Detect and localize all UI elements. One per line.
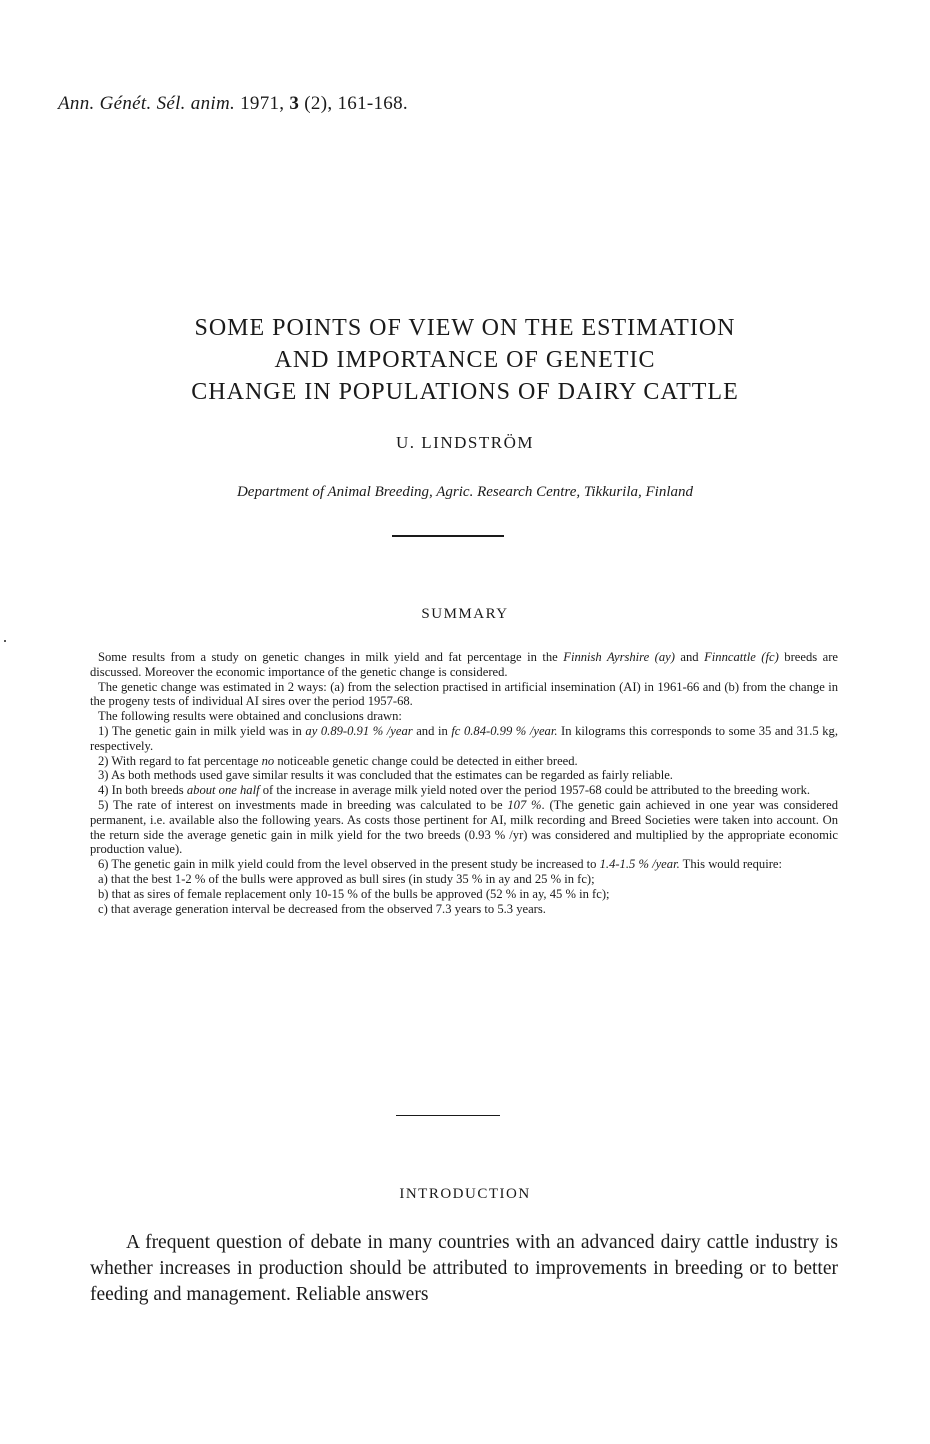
text-run: and	[674, 650, 705, 664]
journal-name: Ann. Génét. Sél. anim.	[58, 93, 236, 114]
summary-paragraph: a) that the best 1-2 % of the bulls were approved as bull sires (in study 35 % in ay and 25 % in fc);	[98, 871, 595, 886]
summary-heading: SUMMARY	[421, 606, 509, 622]
journal-year: 1971,	[240, 93, 285, 114]
author-affiliation: Department of Animal Breeding, Agric. Research Centre, Tikkurila, Finland	[236, 484, 694, 500]
text-run: 2) With regard to fat percentage	[98, 753, 262, 768]
summary-paragraph: c) that average generation interval be decreased from the observed 7.3 years to 5.3 years.	[98, 901, 546, 916]
text-run: 4) In both breeds	[98, 783, 187, 798]
summary-paragraph: 3) As both methods used gave similar results it was concluded that the estimates can be regarded as fairly reliable.	[98, 768, 673, 783]
section-divider	[396, 1115, 500, 1116]
text-run: Finnish Ayrshire (ay)	[563, 650, 675, 664]
introduction-heading: INTRODUCTION	[399, 1186, 531, 1202]
text-run: 6) The genetic gain in milk yield could from the level observed in the present study be increased to	[98, 857, 600, 872]
text-run: and in	[412, 723, 452, 738]
title-line-3: CHANGE IN POPULATIONS OF DAIRY CATTLE	[191, 379, 739, 405]
text-run: Some results from a study on genetic changes in milk yield and fat percentage in the	[98, 650, 564, 664]
introduction-body	[90, 1230, 838, 1308]
summary-paragraph	[90, 724, 838, 754]
paper-title	[90, 312, 840, 408]
text-run: breeds are discussed. Moreover the economic importance of the genetic change is considered.	[90, 650, 838, 679]
author-name: U. LINDSTRÖM	[396, 433, 534, 452]
text-run: This would require:	[679, 857, 782, 872]
scan-speck	[4, 640, 6, 642]
text-run: . (The genetic gain achieved in one year was considered permanent, i.e. available also the following years. As costs those pertinent for AI, milk recording and Breed Societies were taken into account. On the return side the average genetic gain in milk yield for the two breeds (0.93 % /yr) was considered and multiplied by the appropriate economic production value).	[90, 797, 839, 857]
introduction-paragraph: A frequent question of debate in many countries with an advanced dairy cattle industry is whether increases in production should be attributed to improvements in breeding or to better feeding and management. Reliable answers	[90, 1232, 838, 1305]
title-line-2: AND IMPORTANCE OF GENETIC	[274, 347, 656, 373]
summary-paragraph	[90, 783, 838, 798]
summary-paragraph: b) that as sires of female replacement only 10-15 % of the bulls be approved (52 % in ay, 45 % in fc);	[98, 886, 610, 901]
summary-paragraph	[90, 798, 838, 857]
summary-paragraph	[90, 857, 838, 872]
text-run: of the increase in average milk yield noted over the period 1957-68 could be attributed to the breeding work.	[259, 783, 811, 798]
journal-citation	[58, 93, 408, 115]
text-run: In kilograms this corresponds to some 35 and 31.5 kg, respectively.	[90, 723, 838, 753]
summary-paragraph: The genetic change was estimated in 2 ways: (a) from the selection practised in artificial insemination (AI) in 1961-66 and (b) from the change in the progeny tests of individual AI sires over the period 1957-68.	[90, 679, 838, 709]
text-run: Finncattle (fc)	[704, 650, 779, 664]
summary-paragraph	[90, 650, 838, 680]
title-line-1: SOME POINTS OF VIEW ON THE ESTIMATION	[194, 315, 736, 341]
text-run: about one half	[186, 783, 260, 798]
text-run: 5) The rate of interest on investments made in breeding was calculated to be	[98, 797, 508, 812]
text-run: ay 0.89-0.91 % /year	[305, 723, 413, 738]
summary-paragraph: The following results were obtained and conclusions drawn:	[98, 709, 402, 724]
journal-volume: 3	[289, 93, 300, 114]
text-run: 107 %	[507, 797, 542, 812]
title-divider	[392, 535, 504, 537]
summary-body	[90, 650, 838, 916]
text-run: fc 0.84-0.99 % /year.	[451, 723, 558, 738]
text-run: 1) The genetic gain in milk yield was in	[98, 723, 306, 738]
text-run: 1.4-1.5 % /year.	[599, 857, 680, 872]
text-run: noticeable genetic change could be detected in either breed.	[274, 753, 578, 768]
journal-issue: (2),	[304, 93, 333, 114]
summary-paragraph	[90, 754, 838, 769]
journal-pages: 161-168.	[337, 93, 408, 114]
text-run: no	[261, 753, 275, 768]
